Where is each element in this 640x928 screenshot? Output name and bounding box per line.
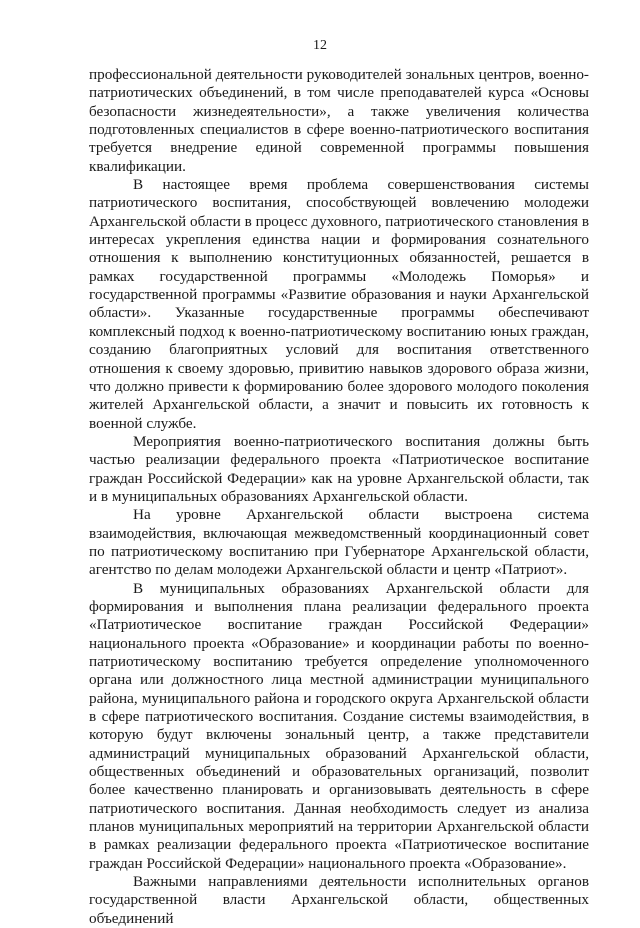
paragraph: В муниципальных образованиях Архангельской области для формирования и выполнения плана реализации федерального проекта «Патриотическое воспитание граждан Российской Федерации» национального проекта «Образование» и координации работы по военно-патриотическому воспитанию требуется определение уполномоченного органа или должностного лица местной администрации муниципального района, муниципального района и городского округа Архангельской области в сфере патриотического воспитания. Создание системы взаимодействия, в которую будут включены зональный центр, а также представители администраций муниципальных образований Архангельской области, общественных объединений и образовательных организаций, позволит более качественно планировать и организовывать деятельность в сфере патриотического воспитания. Данная необходимость следует из анализа планов муниципальных мероприятий на территории Архангельской области в рамках реализации федерального проекта «Патриотическое воспитание граждан Российской Федерации» национального проекта «Образование».: [89, 579, 589, 872]
paragraph: На уровне Архангельской области выстроена система взаимодействия, включающая межведомственный координационный совет по патриотическому воспитанию при Губернаторе Архангельской области, агентство по делам молодежи Архангельской области и центр «Патриот».: [89, 506, 589, 579]
document-body: [89, 66, 589, 928]
paragraph: В настоящее время проблема совершенствования системы патриотического воспитания, способствующей вовлечению молодежи Архангельской области в процесс духовного, патриотического становления в интересах укрепления единства нации и формирования сознательного отношения к выполнению конституционных обязанностей, решается в рамках государственной программы «Молодежь Поморья» и государственной программы «Развитие образования и науки Архангельской области». Указанные государственные программы обеспечивают комплексный подход к военно-патриотическому воспитанию юных граждан, созданию благоприятных условий для воспитания ответственного отношения к своему здоровью, привитию навыков здорового образа жизни, что должно привести к формированию более здорового молодого поколения жителей Архангельской области, а значит и повысить их готовность к военной службе.: [89, 176, 589, 432]
page-number: 12: [313, 38, 327, 53]
paragraph-continuation: профессиональной деятельности руководителей зональных центров, военно-патриотических объединений, в том числе преподавателей курса «Основы безопасности жизнедеятельности», а также увеличения количества подготовленных специалистов в сфере военно-патриотического воспитания требуется внедрение единой современной программы повышения квалификации.: [89, 66, 589, 175]
paragraph: Важными направлениями деятельности исполнительных органов государственной власти Архангельской области, общественных объединений: [89, 873, 589, 927]
paragraph: Мероприятия военно-патриотического воспитания должны быть частью реализации федерального проекта «Патриотическое воспитание граждан Российской Федерации» как на уровне Архангельской области, так и в муниципальных образованиях Архангельской области.: [89, 432, 589, 505]
